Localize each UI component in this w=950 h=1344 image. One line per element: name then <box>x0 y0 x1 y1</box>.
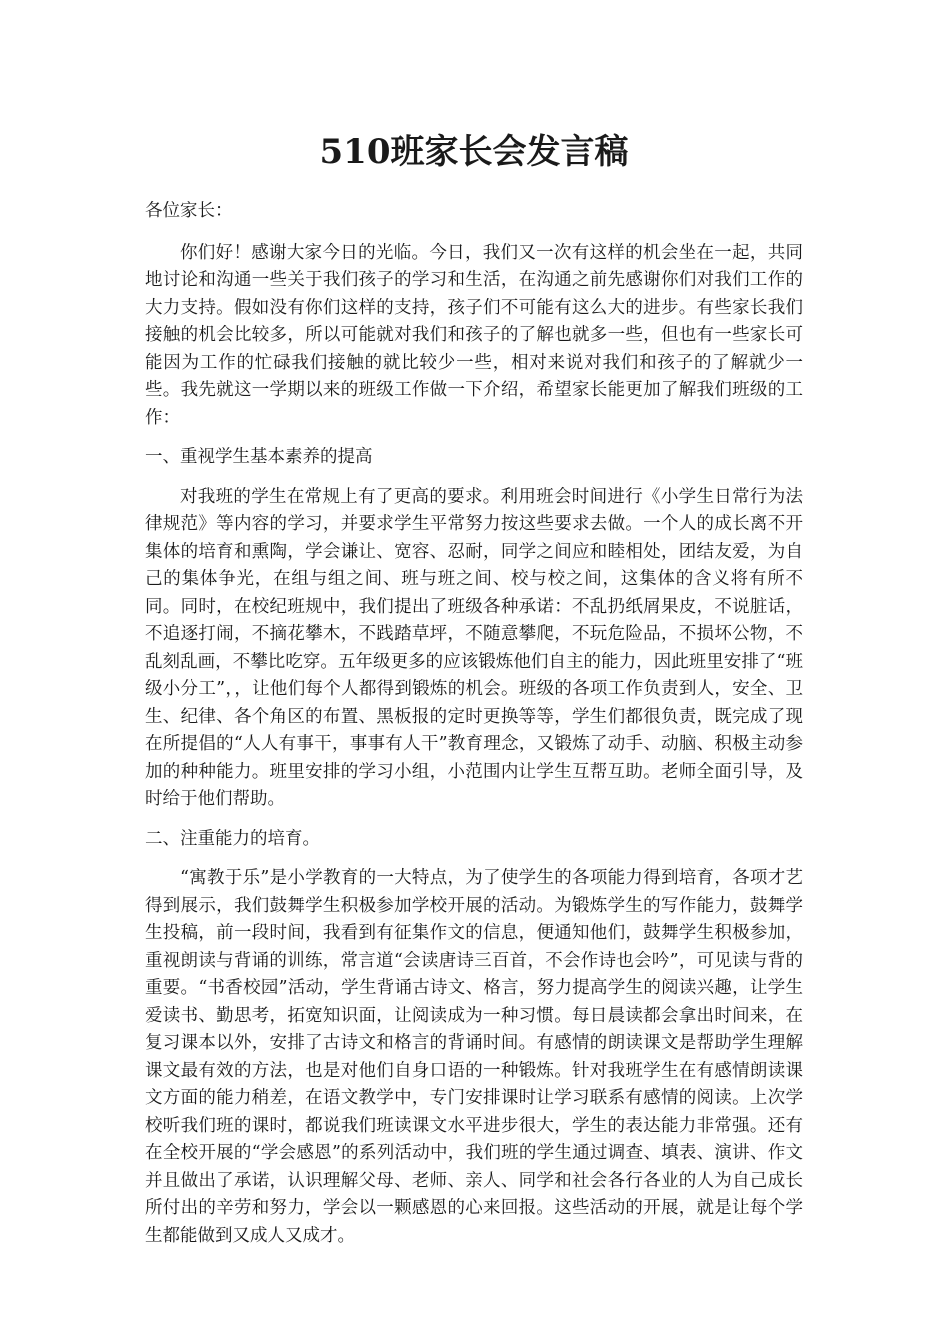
section-body-2: “寓教于乐”是小学教育的一大特点，为了使学生的各项能力得到培育，各项才艺得到展示，我们鼓舞学生积极参加学校开展的活动。为锻炼学生的写作能力，鼓舞学生投稿，前一段时间，我看到有征集作文的信息，便通知他们，鼓舞学生积极参加，重视朗读与背诵的训练，常言道“会读唐诗三百首，不会作诗也会吟”，可见读与背的重要。“书香校园”活动，学生背诵古诗文、格言，努力提高学生的阅读兴趣，让学生爱读书、勤思考，拓宽知识面，让阅读成为一种习惯。每日晨读都会拿出时间来，在复习课本以外，安排了古诗文和格言的背诵时间。有感情的朗读课文是帮助学生理解课文最有效的方法，也是对他们自身口语的一种锻炼。针对我班学生在有感情朗读课文方面的能力稍差，在语文教学中，专门安排课时让学习联系有感情的阅读。上次学校听我们班的课时，都说我们班读课文水平进步很大，学生的表达能力非常强。还有在全校开展的“学会感恩”的系列活动中，我们班的学生通过调查、填表、演讲、作文并且做出了承诺，认识理解父母、老师、亲人、同学和社会各行各业的人为自己成长所付出的辛劳和努力，学会以一颗感恩的心来回报。这些活动的开展，就是让每个学生都能做到又成人又成才。 <box>145 868 803 1246</box>
salutation: 各位家长： <box>145 201 233 221</box>
section-body-1: 对我班的学生在常规上有了更高的要求。利用班会时间进行《小学生日常行为法律规范》等内容的学习，并要求学生平常努力按这些要求去做。一个人的成长离不开集体的培育和熏陶，学会谦让、宽容、忍耐，同学之间应和睦相处，团结友爱，为自己的集体争光，在组与组之间、班与班之间、校与校之间，这集体的含义将有所不同。同时，在校纪班规中，我们提出了班级各种承诺：不乱扔纸屑果皮，不说脏话，不追逐打闹，不摘花攀木，不践踏草坪，不随意攀爬，不玩危险品，不损坏公物，不乱刻乱画，不攀比吃穿。五年级更多的应该锻炼他们自主的能力，因此班里安排了“班级小分工”，，让他们每个人都得到锻炼的机会。班级的各项工作负责到人，安全、卫生、纪律、各个角区的布置、黑板报的定时更换等等，学生们都很负责，既完成了现在所提倡的“人人有事干，事事有人干”教育理念，又锻炼了动手、动脑、积极主动参加的种种能力。班里安排的学习小组，小范围内让学生互帮互助。老师全面引导，及时给于他们帮助。 <box>145 486 803 809</box>
document-title: 510班家长会发言稿 <box>319 132 629 172</box>
intro-paragraph: 你们好！感谢大家今日的光临。今日，我们又一次有这样的机会坐在一起，共同地讨论和沟通一些关于我们孩子的学习和生活，在沟通之前先感谢你们对我们工作的大力支持。假如没有你们这样的支持，孩子们不可能有这么大的进步。有些家长我们接触的机会比较多，所以可能就对我们和孩子的了解也就多一些，但也有一些家长可能因为工作的忙碌我们接触的就比较少一些，相对来说对我们和孩子的了解就少一些。我先就这一学期以来的班级工作做一下介绍，希望家长能更加了解我们班级的工作： <box>145 242 803 428</box>
document-page <box>145 128 803 1262</box>
section-heading-1: 一、重视学生基本素养的提高 <box>145 447 373 467</box>
section-heading-2: 二、注重能力的培育。 <box>145 828 320 849</box>
